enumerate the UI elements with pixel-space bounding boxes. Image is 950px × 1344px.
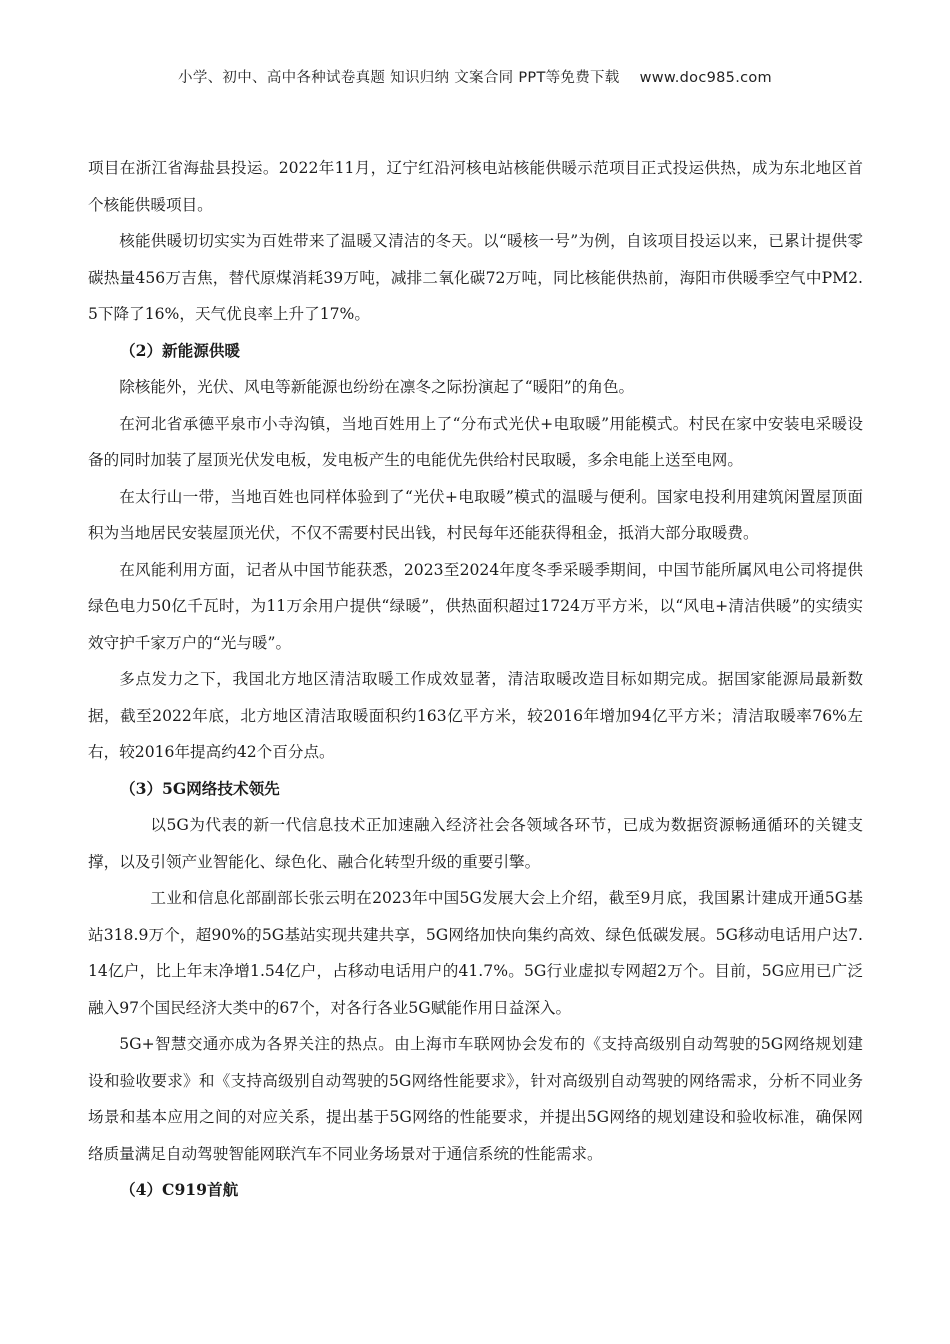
paragraph-4: 在河北省承德平泉市小寺沟镇，当地百姓用上了“分布式光伏+电取暖”用能模式。村民在家中安装电采暖设备的同时加装了屋顶光伏发电板，发电板产生的电能优先供给村民取暖，多余电能上送至电网。 — [88, 414, 863, 469]
section-heading-4: （4）C919首航 — [120, 1180, 239, 1199]
section-heading-3: （3）5G网络技术领先 — [120, 778, 280, 798]
paragraph-9: 工业和信息化部副部长张云明在2023年中国5G发展大会上介绍，截至9月底，我国累计建成开通5G基站318.9万个，超90%的5G基站实现共建共享，5G网络加快向集约高效、绿色低碳发展。5G移动电话用户达7.14亿户，比上年末净增1.54亿户，占移动电话用户的41.7%。5G行业虚拟专网超2万个。目前，5G应用已广泛融入97个国民经济大类中的67个，对各行各业5G赋能作用日益深入。 — [88, 889, 863, 1017]
paragraph-2: 核能供暖切切实实为百姓带来了温暖又清洁的冬天。以“暖核一号”为例，自该项目投运以来，已累计提供零碳热量456万吉焦，替代原煤消耗39万吨，减排二氧化碳72万吨，同比核能供热前，海阳市供暖季空气中PM2.5下降了16%，天气优良率上升了17%。 — [88, 232, 863, 323]
page-header — [0, 66, 950, 87]
section-heading-2: （2）新能源供暖 — [120, 340, 241, 360]
paragraph-1: 项目在浙江省海盐县投运。2022年11月，辽宁红沿河核电站核能供暖示范项目正式投运供热，成为东北地区首个核能供暖项目。 — [88, 159, 863, 214]
paragraph-7: 多点发力之下，我国北方地区清洁取暖工作成效显著，清洁取暖改造目标如期完成。据国家能源局最新数据，截至2022年底，北方地区清洁取暖面积约163亿平方米，较2016年增加94亿平方米；清洁取暖率76%左右，较2016年提高约42个百分点。 — [88, 670, 863, 761]
header-site-link[interactable]: www.doc985.com — [639, 70, 772, 86]
document-body — [88, 150, 863, 1209]
paragraph-10: 5G+智慧交通亦成为各界关注的热点。由上海市车联网协会发布的《支持高级别自动驾驶的5G网络规划建设和验收要求》和《支持高级别自动驾驶的5G网络性能要求》，针对高级别自动驾驶的网络需求，分析不同业务场景和基本应用之间的对应关系，提出基于5G网络的性能要求，并提出5G网络的规划建设和验收标准，确保网络质量满足自动驾驶智能网联汽车不同业务场景对于通信系统的性能需求。 — [88, 1035, 863, 1163]
header-text: 小学、初中、高中各种试卷真题 知识归纳 文案合同 PPT等免费下载 — [178, 70, 620, 86]
paragraph-3: 除核能外，光伏、风电等新能源也纷纷在凛冬之际扮演起了“暖阳”的角色。 — [119, 378, 635, 396]
paragraph-6: 在风能利用方面，记者从中国节能获悉，2023至2024年度冬季采暖季期间，中国节能所属风电公司将提供绿色电力50亿千瓦时，为11万余用户提供“绿暖”，供热面积超过1724万平方米，以“风电+清洁供暖”的实绩实效守护千家万户的“光与暖”。 — [88, 560, 863, 652]
paragraph-5: 在太行山一带，当地百姓也同样体验到了“光伏+电取暖”模式的温暖与便利。国家电投利用建筑闲置屋顶面积为当地居民安装屋顶光伏，不仅不需要村民出钱，村民每年还能获得租金，抵消大部分取暖费。 — [88, 487, 863, 542]
paragraph-8: 以5G为代表的新一代信息技术正加速融入经济社会各领域各环节，已成为数据资源畅通循环的关键支撑，以及引领产业智能化、绿色化、融合化转型升级的重要引擎。 — [88, 816, 863, 871]
